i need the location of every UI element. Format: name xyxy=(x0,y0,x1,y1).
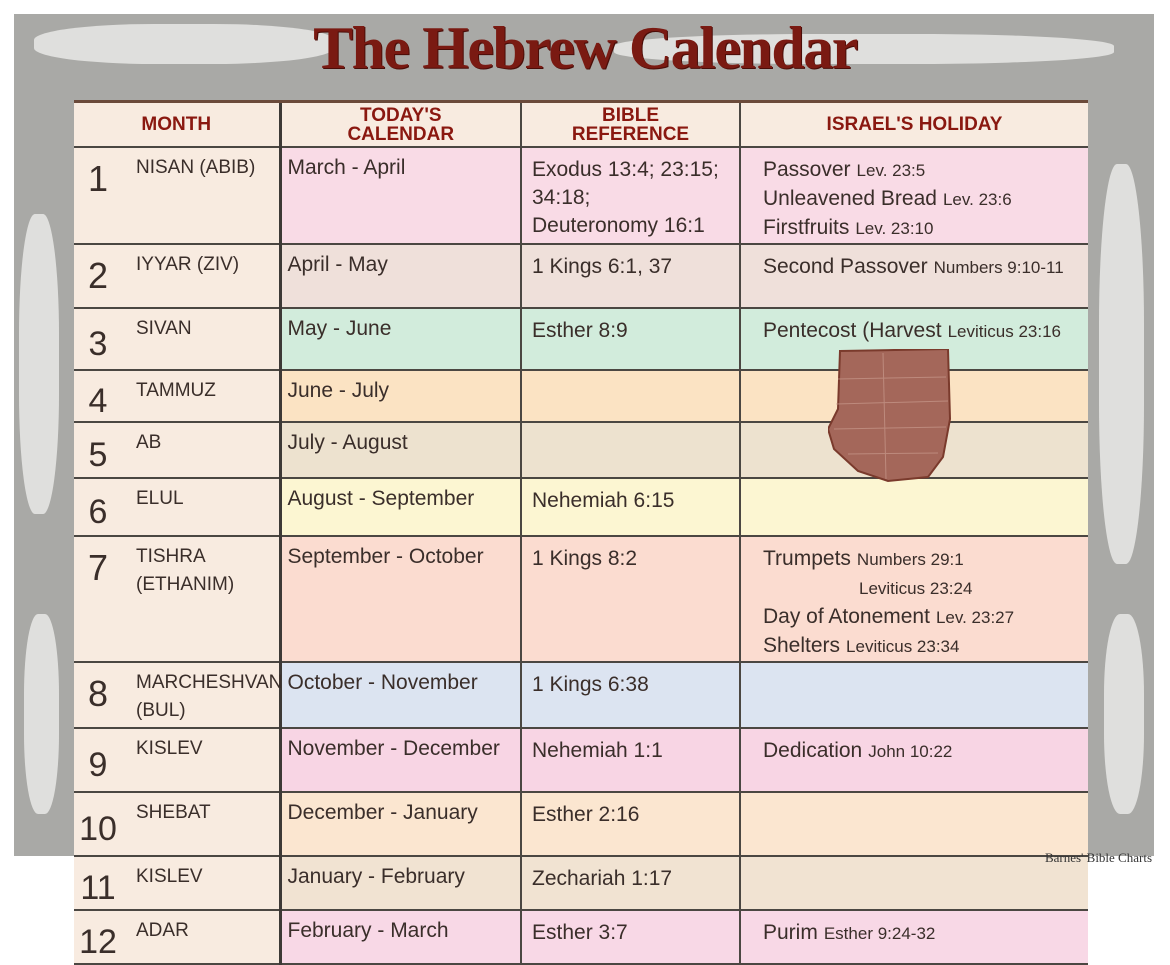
modern-calendar: December - January xyxy=(280,792,521,856)
month-name: IYYAR (ZIV) xyxy=(122,244,280,308)
table-row xyxy=(74,244,1088,308)
holiday-entry xyxy=(763,156,1088,185)
holiday-entry xyxy=(763,317,1088,346)
modern-calendar: April - May xyxy=(280,244,521,308)
bible-reference xyxy=(521,728,740,792)
israel-holiday xyxy=(740,856,1088,910)
reference-line: Deuteronomy 16:1 xyxy=(532,214,705,237)
bible-reference xyxy=(521,422,740,478)
footer-credit: Barnes' Bible Charts xyxy=(1044,850,1152,865)
israel-holiday xyxy=(740,147,1088,244)
holiday-name: Second Passover xyxy=(763,255,928,278)
holiday-entry xyxy=(763,185,1088,214)
month-number: 5 xyxy=(74,422,122,478)
holiday-entry xyxy=(763,919,1088,948)
modern-calendar: February - March xyxy=(280,910,521,964)
bible-reference xyxy=(521,147,740,244)
header-holiday: ISRAEL'S HOLIDAY xyxy=(740,102,1088,148)
month-number: 4 xyxy=(74,370,122,422)
holiday-entry xyxy=(763,632,1088,661)
bible-reference xyxy=(521,478,740,536)
israel-holiday xyxy=(740,728,1088,792)
month-name: KISLEV xyxy=(122,728,280,792)
header-month: MONTH xyxy=(74,102,280,148)
modern-calendar: May - June xyxy=(280,308,521,370)
bible-reference xyxy=(521,662,740,728)
month-number: 3 xyxy=(74,308,122,370)
month-name: AB xyxy=(122,422,280,478)
chart-title: The Hebrew Calendar xyxy=(313,15,857,81)
table-row xyxy=(74,856,1088,910)
header-reference: BIBLE REFERENCE xyxy=(521,102,740,148)
holiday-name: Day of Atonement xyxy=(763,605,930,628)
month-name: MARCHESHVAN (BUL) xyxy=(122,662,280,728)
table-row xyxy=(74,147,1088,244)
holiday-name: Shelters xyxy=(763,634,841,657)
reference-line: Nehemiah 6:15 xyxy=(532,489,675,512)
month-number: 1 xyxy=(74,147,122,244)
month-number: 7 xyxy=(74,536,122,662)
holiday-reference: Lev. 23:6 xyxy=(942,190,1012,209)
month-number: 11 xyxy=(74,856,122,910)
bible-reference xyxy=(521,910,740,964)
modern-calendar: January - February xyxy=(280,856,521,910)
reference-line: 1 Kings 8:2 xyxy=(532,547,638,570)
holiday-entry xyxy=(763,253,1088,282)
modern-calendar: June - July xyxy=(280,370,521,422)
holiday-reference: Numbers 29:1 xyxy=(856,550,964,569)
holiday-reference: Leviticus 23:16 xyxy=(947,322,1061,341)
table-row xyxy=(74,910,1088,964)
month-name: ELUL xyxy=(122,478,280,536)
month-number: 10 xyxy=(74,792,122,856)
reference-line: Exodus 13:4; 23:15; xyxy=(532,158,719,181)
holiday-name: Dedication xyxy=(763,739,863,762)
modern-calendar: March - April xyxy=(280,147,521,244)
table-row xyxy=(74,662,1088,728)
holiday-entry xyxy=(763,603,1088,632)
month-name: NISAN (ABIB) xyxy=(122,147,280,244)
reference-line: 1 Kings 6:1, 37 xyxy=(532,255,673,278)
month-name: ADAR xyxy=(122,910,280,964)
holiday-name: Trumpets xyxy=(763,547,851,570)
bible-reference xyxy=(521,308,740,370)
reference-line: Zechariah 1:17 xyxy=(532,867,673,890)
holiday-name: Passover xyxy=(763,158,851,181)
reference-line: 34:18; xyxy=(532,186,591,209)
reference-line: Nehemiah 1:1 xyxy=(532,739,663,762)
modern-calendar: October - November xyxy=(280,662,521,728)
holiday-entry xyxy=(763,545,1088,574)
table-row xyxy=(74,478,1088,536)
month-name: SHEBAT xyxy=(122,792,280,856)
month-number: 6 xyxy=(74,478,122,536)
bible-reference xyxy=(521,792,740,856)
header-calendar: TODAY'S CALENDAR xyxy=(280,102,521,148)
modern-calendar: August - September xyxy=(280,478,521,536)
bible-reference xyxy=(521,244,740,308)
holiday-entry xyxy=(763,737,1088,766)
holiday-reference: Leviticus 23:24 xyxy=(859,579,973,598)
month-number: 2 xyxy=(74,244,122,308)
month-name: TAMMUZ xyxy=(122,370,280,422)
reference-line: 1 Kings 6:38 xyxy=(532,673,649,696)
reference-line: Esther 8:9 xyxy=(532,319,628,342)
month-number: 9 xyxy=(74,728,122,792)
israel-holiday xyxy=(740,244,1088,308)
israel-holiday xyxy=(740,662,1088,728)
holiday-entry xyxy=(763,574,1088,603)
holiday-entry xyxy=(763,214,1088,243)
holiday-reference: Lev. 23:5 xyxy=(856,161,926,180)
holiday-reference: Leviticus 23:34 xyxy=(846,637,960,656)
holiday-reference: Esther 9:24-32 xyxy=(823,924,936,943)
israel-holiday xyxy=(740,792,1088,856)
header-row xyxy=(74,102,1088,148)
table-row xyxy=(74,728,1088,792)
modern-calendar: July - August xyxy=(280,422,521,478)
calendar-table xyxy=(74,100,1088,965)
reference-line: Esther 2:16 xyxy=(532,803,640,826)
table-row xyxy=(74,792,1088,856)
holiday-reference: Numbers 9:10-11 xyxy=(933,258,1064,277)
reference-line: Esther 3:7 xyxy=(532,921,628,944)
bible-reference xyxy=(521,370,740,422)
modern-calendar: November - December xyxy=(280,728,521,792)
month-number: 12 xyxy=(74,910,122,964)
israel-holiday xyxy=(740,536,1088,662)
holiday-name: Unleavened Bread xyxy=(763,187,937,210)
holiday-name: Purim xyxy=(763,921,818,944)
bible-reference xyxy=(521,536,740,662)
modern-calendar: September - October xyxy=(280,536,521,662)
month-name: SIVAN xyxy=(122,308,280,370)
holiday-reference: John 10:22 xyxy=(868,742,953,761)
holiday-reference: Lev. 23:27 xyxy=(935,608,1015,627)
bible-reference xyxy=(521,856,740,910)
holiday-name: Pentecost (Harvest xyxy=(763,319,942,342)
holiday-reference: Lev. 23:10 xyxy=(855,219,934,238)
table-row xyxy=(74,536,1088,662)
israel-holiday xyxy=(740,478,1088,536)
israel-holiday xyxy=(740,910,1088,964)
stone-tablet-image xyxy=(828,349,952,483)
month-name: KISLEV xyxy=(122,856,280,910)
holiday-name: Firstfruits xyxy=(763,216,850,239)
month-number: 8 xyxy=(74,662,122,728)
month-name: TISHRA (ETHANIM) xyxy=(122,536,280,662)
